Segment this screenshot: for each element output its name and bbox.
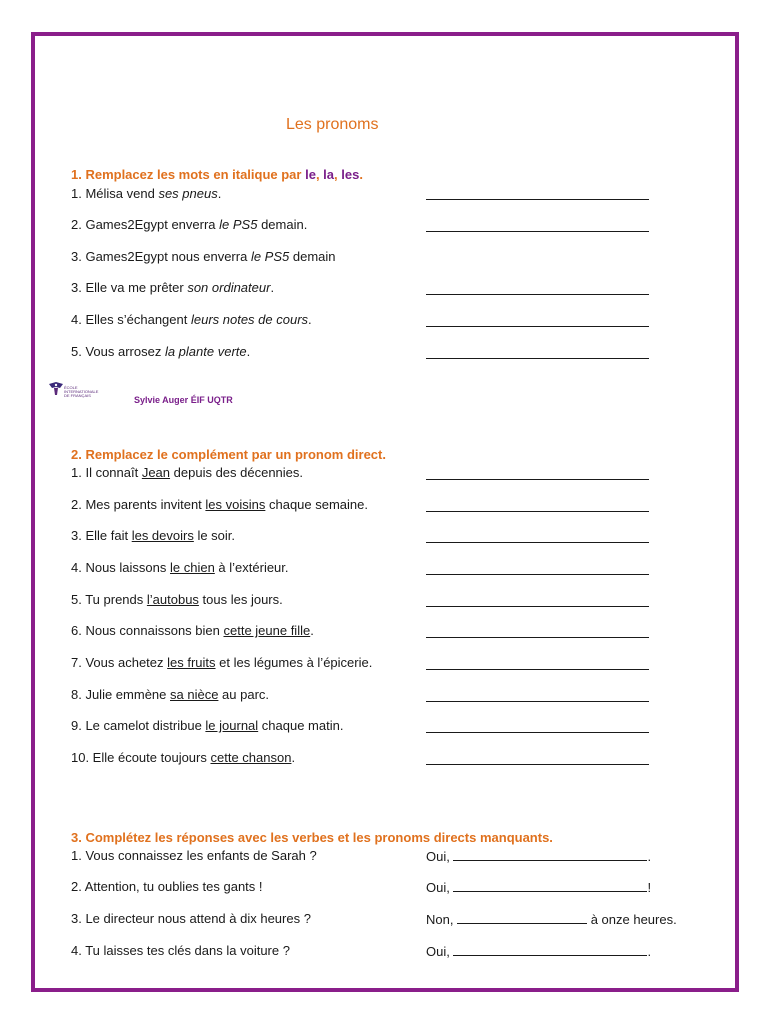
exercise-item: 9. Le camelot distribue le journal chaque matin. <box>71 718 344 733</box>
exercise-item: 3. Games2Egypt nous enverra le PS5 demain <box>71 249 336 264</box>
answer-prompt: Oui, . <box>426 944 652 959</box>
answer-line[interactable] <box>426 574 649 575</box>
exercise-item: 10. Elle écoute toujours cette chanson. <box>71 750 296 765</box>
answer-line[interactable] <box>426 358 649 359</box>
section-1-heading <box>71 167 363 182</box>
exercise-question: 2. Attention, tu oublies tes gants ! <box>71 879 263 894</box>
exercise-question: 1. Vous connaissez les enfants de Sarah ? <box>71 848 317 863</box>
answer-line[interactable] <box>426 479 649 480</box>
answer-line[interactable] <box>426 199 649 200</box>
answer-line[interactable] <box>426 606 649 607</box>
answer-prompt: Non, à onze heures. <box>426 912 677 927</box>
answer-prompt: Oui, . <box>426 849 652 864</box>
answer-line[interactable] <box>426 511 649 512</box>
exercise-item: 3. Elle va me prêter son ordinateur. <box>71 280 275 295</box>
exercise-item: 5. Vous arrosez la plante verte. <box>71 344 251 359</box>
exercise-item: 4. Nous laissons le chien à l’extérieur. <box>71 560 289 575</box>
exercise-item: 1. Mélisa vend ses pneus. <box>71 186 222 201</box>
exercise-item: 7. Vous achetez les fruits et les légumes à l’épicerie. <box>71 655 373 670</box>
exercise-item: 1. Il connaît Jean depuis des décennies. <box>71 465 304 480</box>
section-3-heading: 3. Complétez les réponses avec les verbes et les pronoms directs manquants. <box>71 830 553 845</box>
section-1-heading-text: 1. Remplacez les mots en italique par <box>71 167 306 182</box>
author-credit: Sylvie Auger ÉIF UQTR <box>134 395 233 405</box>
pronoun-la: la <box>323 167 335 182</box>
heading-period: . <box>359 167 363 182</box>
answer-line[interactable] <box>453 879 647 892</box>
answer-line[interactable] <box>426 701 649 702</box>
pronoun-les: les <box>341 167 360 182</box>
answer-line[interactable] <box>426 764 649 765</box>
answer-line[interactable] <box>453 943 647 956</box>
heading-separator: , <box>315 167 324 182</box>
exercise-item: 8. Julie emmène sa nièce au parc. <box>71 687 270 702</box>
exercise-item: 5. Tu prends l’autobus tous les jours. <box>71 592 283 607</box>
answer-line[interactable] <box>426 326 649 327</box>
exercise-question: 4. Tu laisses tes clés dans la voiture ? <box>71 943 290 958</box>
exercise-item: 2. Games2Egypt enverra le PS5 demain. <box>71 217 308 232</box>
answer-line[interactable] <box>426 542 649 543</box>
page-title: Les pronoms <box>286 116 379 133</box>
answer-line[interactable] <box>426 294 649 295</box>
exercise-item: 6. Nous connaissons bien cette jeune fille. <box>71 623 314 638</box>
answer-line[interactable] <box>426 732 649 733</box>
section-2-heading: 2. Remplacez le complément par un pronom direct. <box>71 447 386 462</box>
school-logo <box>48 382 100 400</box>
logo-text: ÉCOLE INTERNATIONALE DE FRANÇAIS <box>64 385 99 398</box>
answer-line[interactable] <box>426 231 649 232</box>
exercise-item: 2. Mes parents invitent les voisins chaque semaine. <box>71 497 368 512</box>
answer-line[interactable] <box>426 669 649 670</box>
answer-prompt: Oui, ! <box>426 880 652 895</box>
answer-line[interactable] <box>457 911 587 924</box>
logo-emblem-icon <box>48 382 64 396</box>
heading-separator: , <box>334 167 342 182</box>
exercise-question: 3. Le directeur nous attend à dix heures ? <box>71 911 311 926</box>
exercise-item: 3. Elle fait les devoirs le soir. <box>71 528 236 543</box>
exercise-item: 4. Elles s’échangent leurs notes de cours. <box>71 312 312 327</box>
answer-line[interactable] <box>426 637 649 638</box>
answer-line[interactable] <box>453 848 647 861</box>
pronoun-le: le <box>305 167 316 182</box>
